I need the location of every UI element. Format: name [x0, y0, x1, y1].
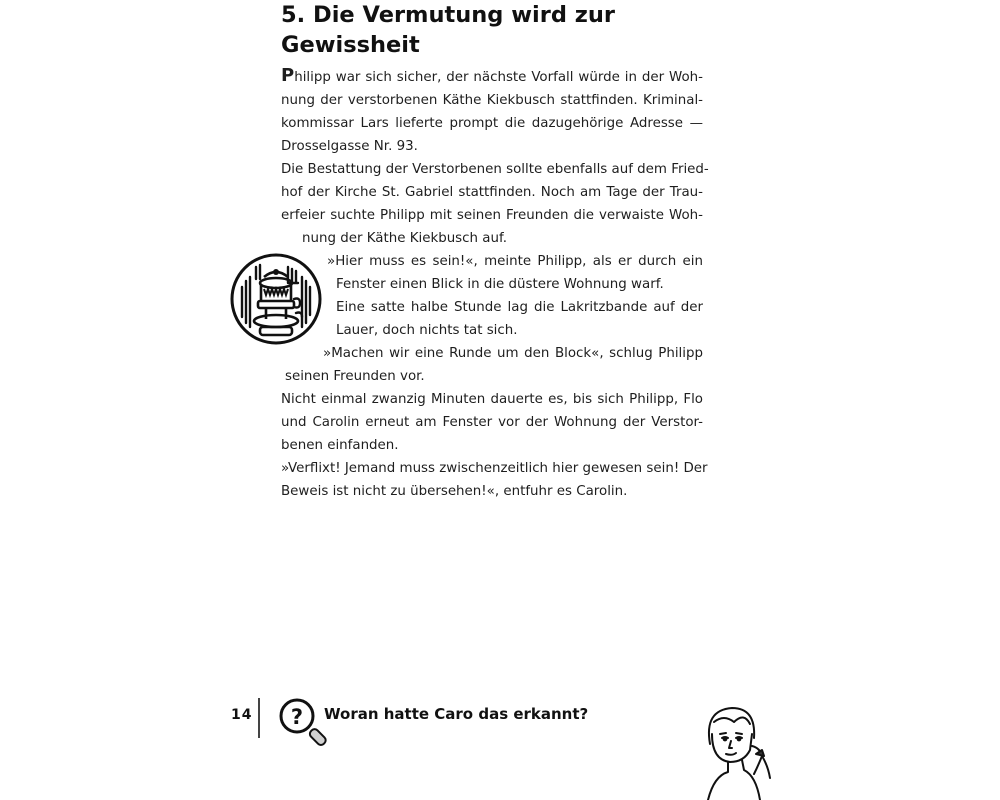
footer-divider [258, 698, 260, 738]
question-mark-glyph: ? [290, 705, 304, 729]
window-lamp-illustration [230, 253, 322, 345]
text-line: »Verflixt! Jemand muss zwischenzeitlich hier gewesen sein! Der [281, 461, 708, 476]
text-line: hof der Kirche St. Gabriel stattfinden. Noch am Tage der Trau- [281, 185, 703, 200]
text-line: nung der Käthe Kiekbusch auf. [302, 231, 507, 246]
girl-character-illustration [690, 700, 772, 800]
text-line: Eine satte halbe Stunde lag die Lakritzbande auf der [336, 300, 703, 315]
text-line: Drosselgasse Nr. 93. [281, 139, 418, 154]
page-footer [0, 690, 1000, 800]
text-line: Nicht einmal zwanzig Minuten dauerte es, bis sich Philipp, Flo [281, 392, 703, 407]
text-line: Lauer, doch nichts tat sich. [336, 323, 518, 338]
text-line: Die Bestattung der Verstorbenen sollte ebenfalls auf dem Fried- [281, 162, 709, 177]
chapter-title: 5. Die Vermutung wird zur Gewissheit [281, 2, 615, 58]
text-line: kommissar Lars lieferte prompt die dazugehörige Adresse — [281, 116, 703, 131]
text-line: »Machen wir eine Runde um den Block«, schlug Philipp [323, 346, 703, 361]
text-line: nung der verstorbenen Käthe Kiekbusch stattfinden. Kriminal- [281, 93, 703, 108]
page-number: 14 [231, 707, 253, 723]
text-line: erfeier suchte Philipp mit seinen Freunden die verwaiste Woh- [281, 208, 703, 223]
text-line: Philipp war sich sicher, der nächste Vorfall würde in der Woh- [281, 65, 703, 86]
text-line: benen einfanden. [281, 438, 399, 453]
magnifier-question-icon [278, 696, 330, 748]
text-line: und Carolin erneut am Fenster vor der Wohnung der Verstor- [281, 415, 703, 430]
drop-cap: P [281, 65, 295, 86]
text-line: seinen Freunden vor. [285, 369, 425, 384]
text-line: Fenster einen Blick in die düstere Wohnung warf. [336, 277, 664, 292]
question-text: Woran hatte Caro das erkannt? [324, 705, 589, 723]
text-line: »Hier muss es sein!«, meinte Philipp, als er durch ein [327, 254, 703, 269]
text-line: Beweis ist nicht zu übersehen!«, entfuhr es Carolin. [281, 484, 628, 499]
